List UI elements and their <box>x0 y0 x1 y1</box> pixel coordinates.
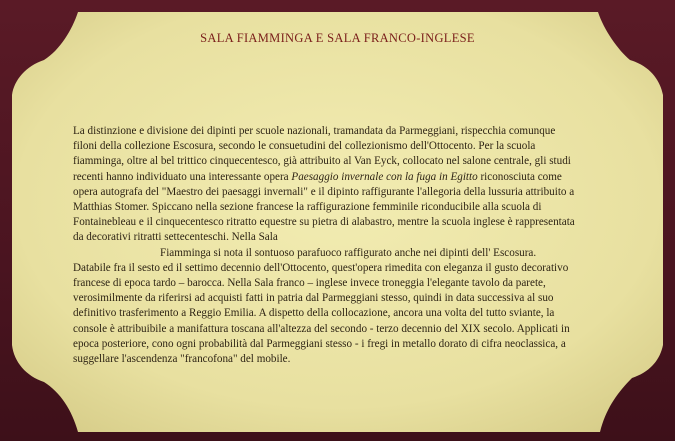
placard-body-text <box>73 124 579 367</box>
paragraph-1 <box>73 124 579 246</box>
placard-title: SALA FIAMMINGA E SALA FRANCO-INGLESE <box>200 31 475 45</box>
paragraph-1-text-a: La distinzione e divisione dei dipinti per scuole nazionali, tramandata da Parmeggiani, rispecchia comunque filoni della collezione Escosura, secondo le consuetudini del collezionismo dell'Ottocento. Per la scuola fiamminga, oltre al bel trittico cinquecentesco, già attribuito al Van Eyck, collocato nel salone centrale, gli studi recenti hanno individuato una interessante opera <box>73 125 571 183</box>
paragraph-1-last-line: Fiamminga si nota il sontuoso parafuoco raffigurato anche nei dipinti dell' Escosura. <box>160 246 537 259</box>
paragraph-1-text-b: riconosciuta come opera autografa del "Maestro dei paesaggi invernali" e il dipinto raffigurante l'allegoria della lussuria attribuito a Matthias Stomer. Spiccano nella sezione francese la raffigurazione femminile riconducibile alla scuola di Fontainebleau e il cinquecentesco ritratto equestre su pietra di alabastro, mentre la scuola inglese è rappresentata da decorativi ritratti settecenteschi. Nella Sala <box>73 170 575 244</box>
paragraph-1-italic-title: Paesaggio invernale con la fuga in Egitto <box>291 170 478 183</box>
paragraph-2: Databile fra il sesto ed il settimo decennio dell'Ottocento, quest'opera rimedita con eleganza il gusto decorativo francese di epoca tardo – barocca. Nella Sala franco – inglese invece troneggia l'elegante tavolo da parete, verosimilmente da riferirsi ad acquisti fatti in patria dal Parmeggiani stesso, quindi in data successiva al suo definitivo trasferimento a Reggio Emilia. A dispetto della collocazione, ancora una volta del tutto sviante, la console è attribuibile a manifattura toscana all'altezza del secondo - terzo decennio del XIX secolo. Applicati in epoca posteriore, cono ogni probabilità dal Parmeggiani stesso - i fregi in metallo dorato di cifra neoclassica, a suggellare l'ascendenza "francofona" del mobile. <box>73 261 570 366</box>
